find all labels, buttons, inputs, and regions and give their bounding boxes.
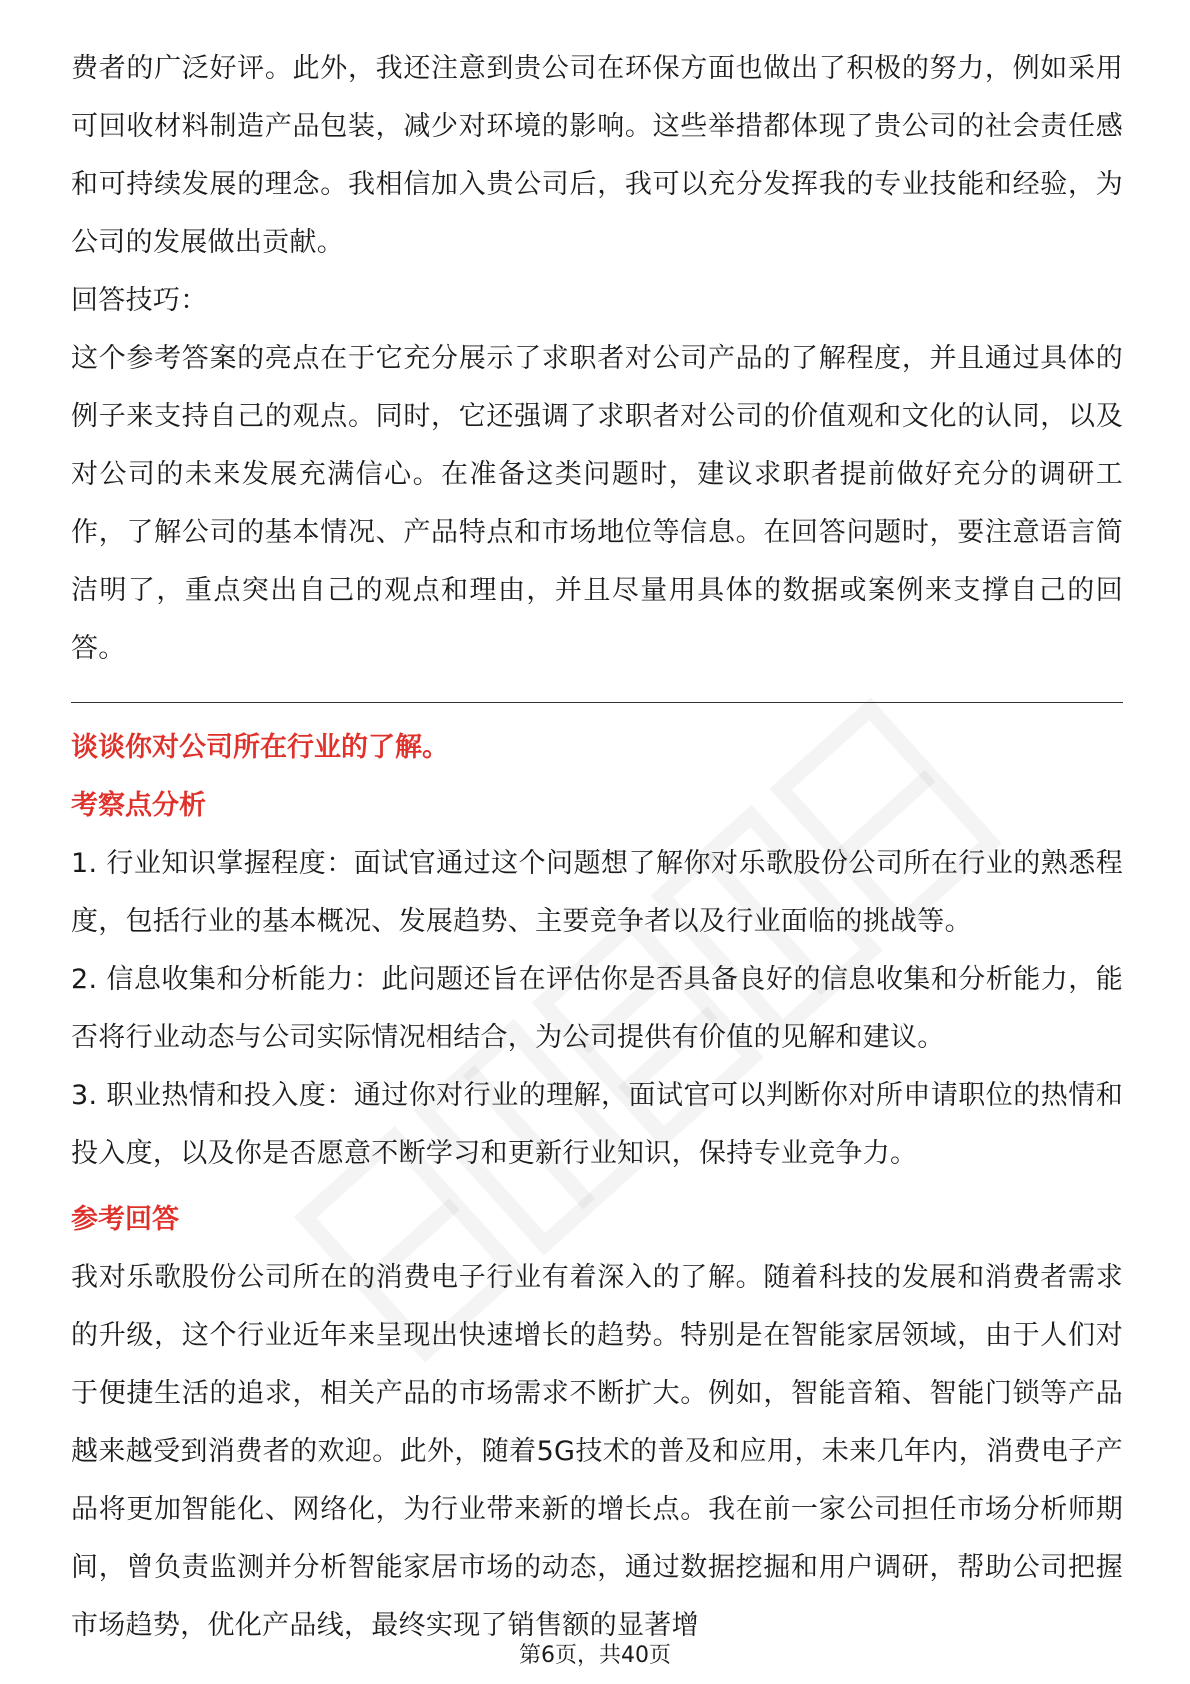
analysis-point-2: 2. 信息收集和分析能力：此问题还旨在评估你是否具备良好的信息收集和分析能力，能否将行业动态与公司实际情况相结合，为公司提供有价值的见解和建议。: [71, 964, 1123, 1053]
answer-heading: 参考回答: [71, 1204, 179, 1235]
page-number: 第6页，共40页: [519, 1643, 671, 1668]
analysis-heading: 考察点分析: [71, 790, 206, 821]
analysis-point-1: 1. 行业知识掌握程度：面试官通过这个问题想了解你对乐歌股份公司所在行业的熟悉程度，包括行业的基本概况、发展趋势、主要竞争者以及行业面临的挑战等。: [71, 848, 1123, 937]
question-heading: 谈谈你对公司所在行业的了解。: [71, 732, 449, 763]
analysis-point-3: 3. 职业热情和投入度：通过你对行业的理解，面试官可以判断你对所申请职位的热情和投入度，以及你是否愿意不断学习和更新行业知识，保持专业竞争力。: [71, 1080, 1123, 1169]
tips-paragraph: 这个参考答案的亮点在于它充分展示了求职者对公司产品的了解程度，并且通过具体的例子来支持自己的观点。同时，它还强调了求职者对公司的价值观和文化的认同，以及对公司的未来发展充满信心。在准备这类问题时，建议求职者提前做好充分的调研工作，了解公司的基本情况、产品特点和市场地位等信息。在回答问题时，要注意语言简洁明了，重点突出自己的观点和理由，并且尽量用具体的数据或案例来支撑自己的回答。: [71, 343, 1123, 664]
section-divider: [71, 702, 1123, 703]
document-body: [71, 40, 1123, 1655]
tips-label: 回答技巧：: [71, 285, 208, 316]
previous-answer-paragraph: 费者的广泛好评。此外，我还注意到贵公司在环保方面也做出了积极的努力，例如采用可回收材料制造产品包装，减少对环境的影响。这些举措都体现了贵公司的社会责任感和可持续发展的理念。我相信加入贵公司后，我可以充分发挥我的专业技能和经验，为公司的发展做出贡献。: [71, 53, 1123, 258]
answer-paragraph: 我对乐歌股份公司所在的消费电子行业有着深入的了解。随着科技的发展和消费者需求的升级，这个行业近年来呈现出快速增长的趋势。特别是在智能家居领域，由于人们对于便捷生活的追求，相关产品的市场需求不断扩大。例如，智能音箱、智能门锁等产品越来越受到消费者的欢迎。此外，随着5G技术的普及和应用，未来几年内，消费电子产品将更加智能化、网络化，为行业带来新的增长点。我在前一家公司担任市场分析师期间，曾负责监测并分析智能家居市场的动态，通过数据挖掘和用户调研，帮助公司把握市场趋势，优化产品线，最终实现了销售额的显著增: [71, 1262, 1123, 1641]
